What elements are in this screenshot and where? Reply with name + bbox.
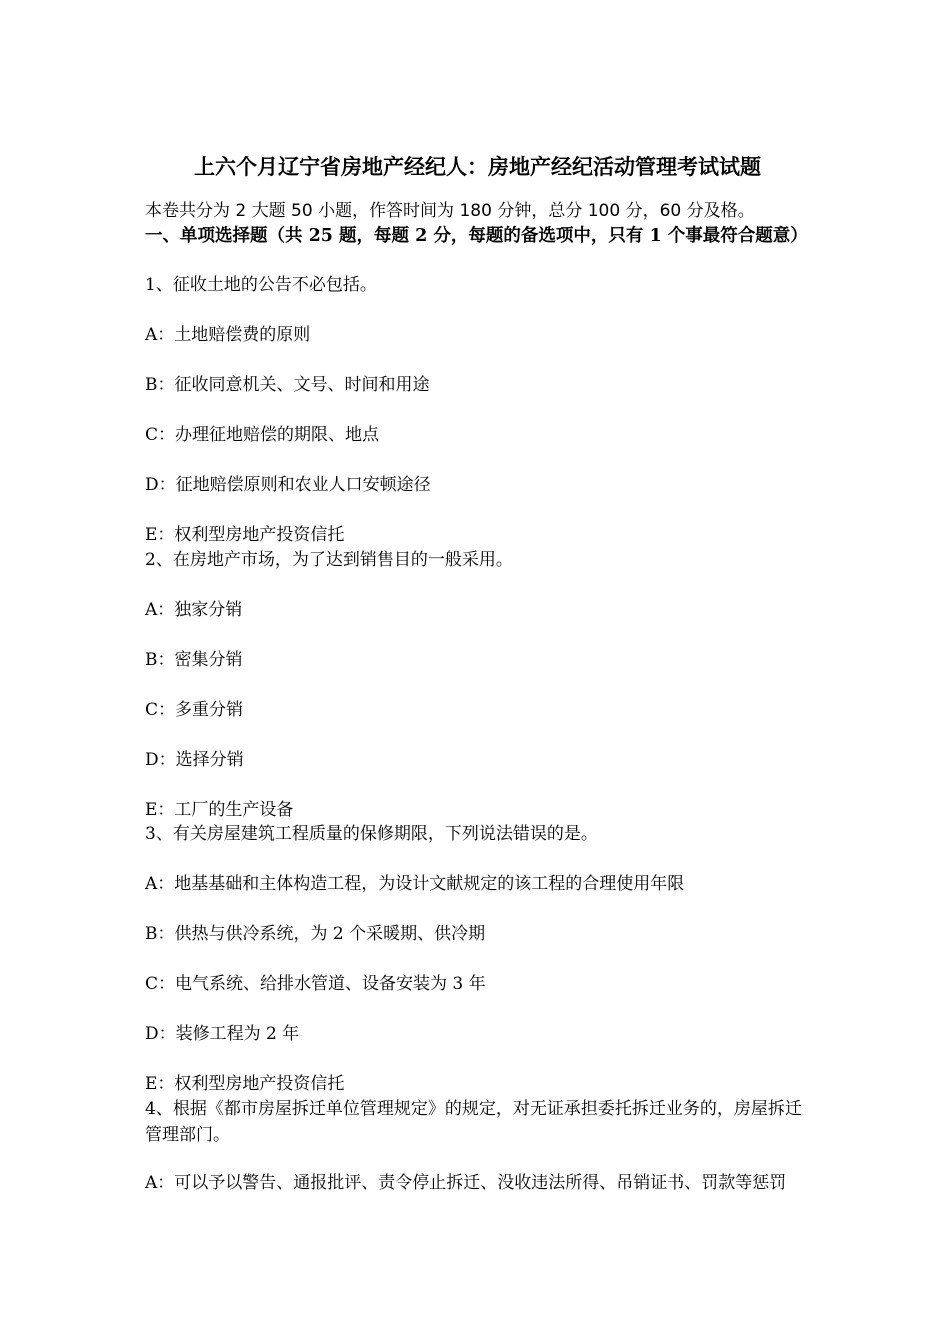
option-d: D：征地赔偿原则和农业人口安顿途径 — [145, 475, 431, 495]
option-e: E：权利型房地产投资信托 — [145, 525, 345, 545]
question-stem: 2、在房地产市场，为了达到销售目的一般采用。 — [145, 550, 513, 570]
option-a: A：土地赔偿费的原则 — [145, 325, 311, 345]
question-stem: 1、征收土地的公告不必包括。 — [145, 275, 377, 295]
option-e: E：权利型房地产投资信托 — [145, 1074, 345, 1094]
option-a: A：可以予以警告、通报批评、责令停止拆迁、没收违法所得、吊销证书、罚款等惩罚 — [145, 1173, 787, 1193]
option-c: C：多重分销 — [145, 700, 244, 720]
option-c: C：办理征地赔偿的期限、地点 — [145, 425, 380, 445]
option-b: B：密集分销 — [145, 650, 243, 670]
option-a: A：独家分销 — [145, 600, 243, 620]
exam-intro: 本卷共分为 2 大题 50 小题，作答时间为 180 分钟，总分 100 分，60 分及格。 — [145, 201, 755, 221]
document-title: 上六个月辽宁省房地产经纪人：房地产经纪活动管理考试试题 — [194, 154, 761, 179]
question-stem: 3、有关房屋建筑工程质量的保修期限，下列说法错误的是。 — [145, 824, 598, 844]
option-b: B：征收同意机关、文号、时间和用途 — [145, 375, 430, 395]
question-stem: 4、根据《都市房屋拆迁单位管理规定》的规定，对无证承担委托拆迁业务的，房屋拆迁管理部门。 — [145, 1099, 802, 1145]
option-b: B：供热与供冷系统，为 2 个采暖期、供冷期 — [145, 924, 486, 944]
option-d: D：选择分销 — [145, 750, 244, 770]
option-a: A：地基基础和主体构造工程，为设计文献规定的该工程的合理使用年限 — [145, 874, 685, 894]
option-d: D：装修工程为 2 年 — [145, 1024, 300, 1044]
section-heading: 一、单项选择题（共 25 题，每题 2 分，每题的备选项中，只有 1 个事最符合题意） — [145, 226, 808, 246]
option-e: E：工厂的生产设备 — [145, 800, 294, 820]
option-c: C：电气系统、给排水管道、设备安装为 3 年 — [145, 974, 486, 994]
